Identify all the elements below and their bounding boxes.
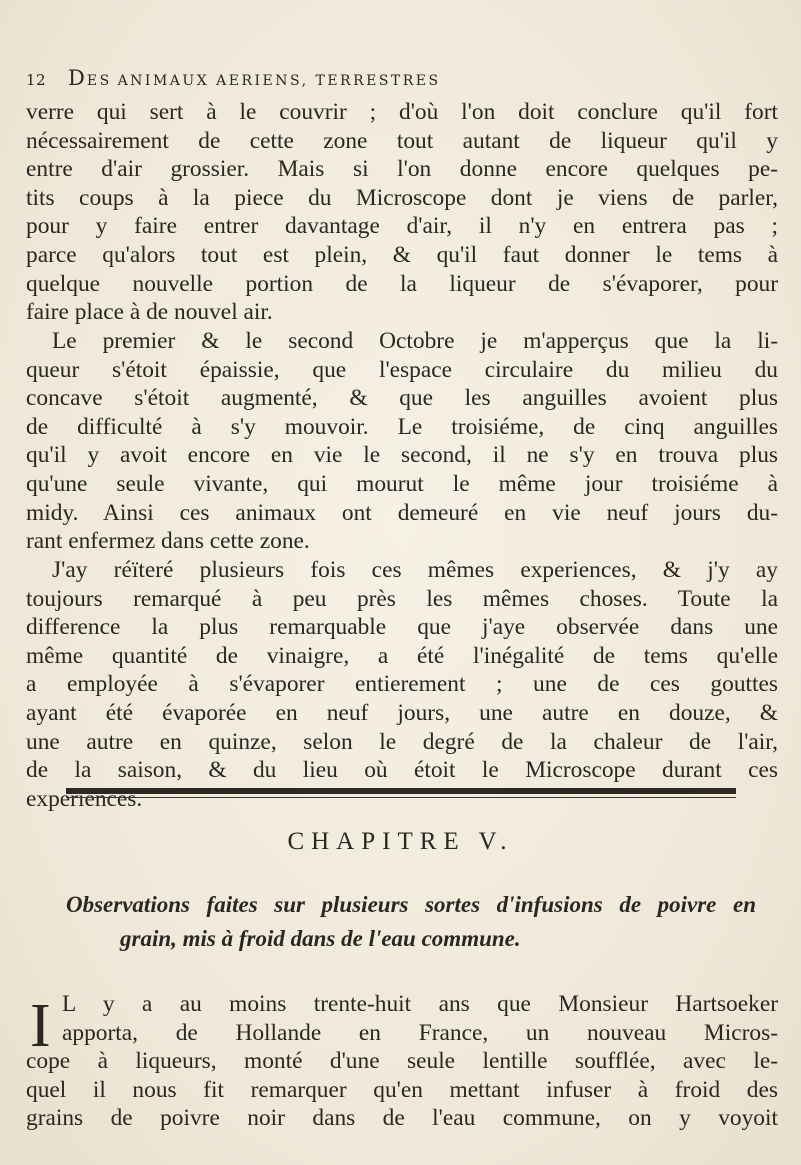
header-title-part: ES [86, 73, 112, 89]
text-line: Le premier & le second Octobre je m'apperçus que la li- [52, 328, 778, 354]
text-line: experiences. [26, 785, 143, 812]
text-line: queur s'étoit épaissie, que l'espace circulaire du milieu du [26, 356, 778, 383]
header-title-initial: D [68, 66, 87, 90]
text-line: même quantité de vinaigre, a été l'inégalité de tems qu'elle [26, 642, 778, 669]
text-line: de la saison, & du lieu où étoit le Microscope durant ces [26, 757, 778, 784]
text-line: J'ay réïteré plusieurs fois ces mêmes experiences, & j'y ay [52, 557, 778, 583]
text-line: faire place à de nouvel air. [26, 299, 273, 326]
drop-cap: I [30, 992, 51, 1060]
text-line: parce qu'alors tout est plein, & qu'il faut donner le tems à [26, 241, 778, 268]
subtitle-line: grain, mis à froid dans de l'eau commune. [120, 926, 521, 951]
section-divider-thin [66, 797, 736, 798]
paragraph-2 [26, 327, 778, 556]
chapter-heading: CHAPITRE V. [287, 828, 514, 855]
text-line: L y a au moins trente-huit ans que Monsieur Hartsoeker [62, 991, 778, 1017]
text-line: qu'une seule vivante, qui mourut le même jour troisiéme à [26, 470, 778, 497]
text-line: quelque nouvelle portion de la liqueur de s'évaporer, pour [26, 270, 778, 297]
text-line: midy. Ainsi ces animaux ont demeuré en vie neuf jours du- [26, 499, 778, 526]
section-divider-thick [66, 788, 736, 794]
text-line: rant enfermez dans cette zone. [26, 528, 310, 555]
paragraph-3 [26, 556, 778, 813]
chapter-subtitle [66, 888, 756, 956]
text-line: concave s'étoit augmenté, & que les anguilles avoient plus [26, 385, 778, 412]
header-title-rest: ANIMAUX AERIENS, TERRESTRES [117, 73, 441, 89]
page-number: 12 [26, 71, 47, 89]
paragraph-1 [26, 98, 778, 327]
text-line: nécessairement de cette zone tout autant de liqueur qu'il y [26, 127, 778, 154]
text-line: une autre en quinze, selon le degré de la chaleur de l'air, [26, 728, 778, 755]
text-line: qu'il y avoit encore en vie le second, il ne s'y en trouva plus [26, 442, 778, 469]
running-header [26, 66, 746, 90]
text-line: quel il nous fit remarquer qu'en mettant infuser à froid des [26, 1076, 778, 1103]
text-line: pour y faire entrer davantage d'air, il n'y en entrera pas ; [26, 213, 778, 240]
text-line: ayant été évaporée en neuf jours, une autre en douze, & [26, 699, 778, 726]
text-line: cope à liqueurs, monté d'une seule lentille soufflée, avec le- [26, 1048, 778, 1075]
text-line: toujours remarqué à peu près les mêmes choses. Toute la [26, 585, 778, 612]
text-line: difference la plus remarquable que j'aye observée dans une [26, 614, 778, 641]
text-line: grains de poivre noir dans de l'eau commune, on y voyoit [26, 1105, 778, 1132]
text-line: tits coups à la piece du Microscope dont je viens de parler, [26, 184, 778, 211]
paragraph-4 [26, 990, 778, 1133]
text-line: entre d'air grossier. Mais si l'on donne encore quelques pe- [26, 156, 778, 183]
subtitle-line: Observations faites sur plusieurs sortes d'infusions de poivre en [66, 892, 756, 917]
text-line: verre qui sert à le couvrir ; d'où l'on doit conclure qu'il fort [26, 99, 778, 125]
text-line: apporta, de Hollande en France, un nouveau Micros- [62, 1019, 778, 1046]
text-line: a employée à s'évaporer entierement ; une de ces gouttes [26, 671, 778, 698]
text-line: de difficulté à s'y mouvoir. Le troisiéme, de cinq anguilles [26, 413, 778, 440]
